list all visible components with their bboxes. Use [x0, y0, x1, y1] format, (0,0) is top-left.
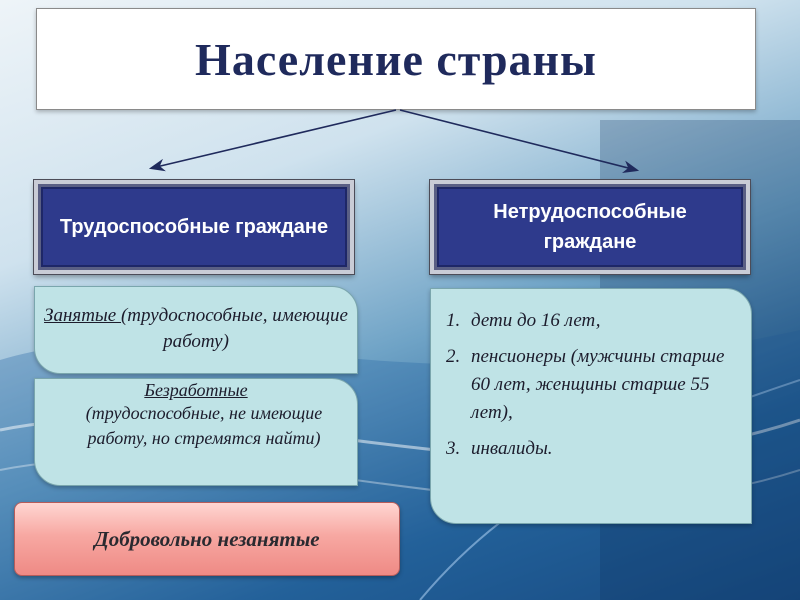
title-box [36, 8, 756, 110]
unable-citizens-label: Нетрудоспособные граждане [493, 201, 687, 253]
employed-description: (трудоспособные, имеющие работу) [120, 305, 348, 352]
unable-citizens-list-box [430, 288, 752, 524]
able-citizens-box [34, 180, 354, 274]
able-citizens-label: Трудоспособные граждане [59, 216, 329, 238]
page-title: Население страны [195, 33, 597, 85]
unemployed-heading: Безработные [144, 380, 248, 400]
employed-heading: Занятые [44, 305, 121, 326]
list-item: 1. дети до 16 лет, [465, 307, 737, 335]
unemployed-description: (трудоспособные, не имеющие работу, но стремятся найти) [85, 403, 323, 448]
employed-note [34, 286, 358, 374]
unable-citizens-list [439, 307, 737, 463]
voluntary-unemployed-box [14, 502, 400, 576]
voluntary-unemployed-label: Добровольно незанятые [94, 526, 320, 551]
list-item: 3. инвалиды. [465, 435, 737, 463]
unemployed-note [34, 378, 358, 486]
unable-citizens-box [430, 180, 750, 274]
list-item: 2. пенсионеры (мужчины старше 60 лет, женщины старше 55 лет), [465, 343, 737, 427]
